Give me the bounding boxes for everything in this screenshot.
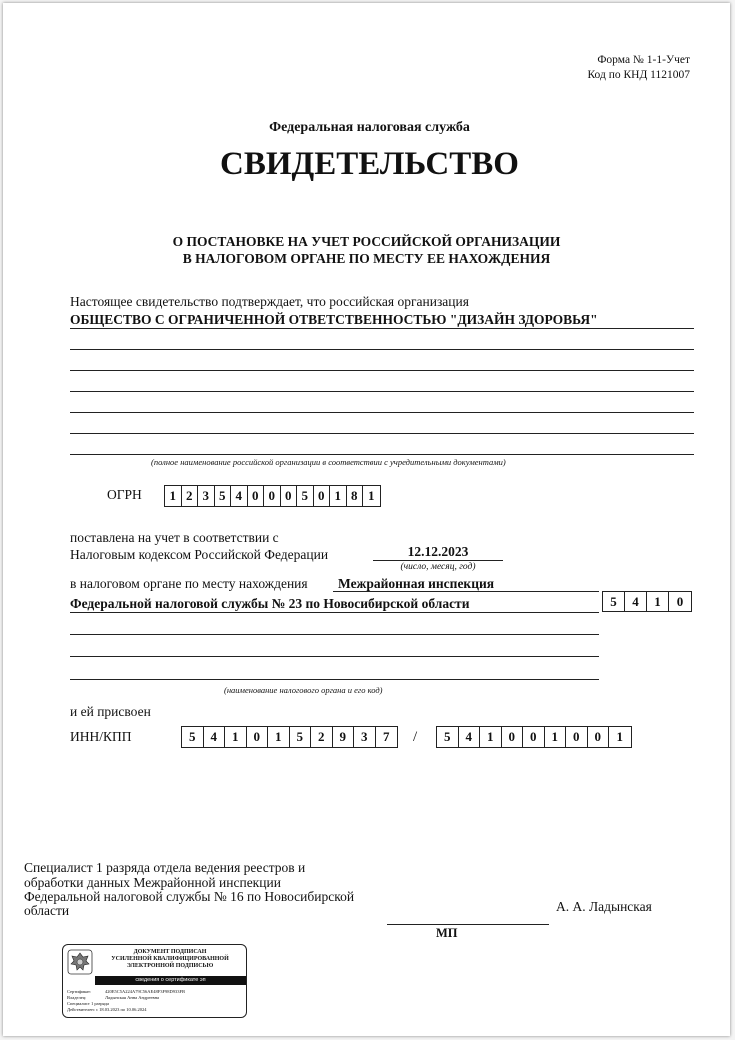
authority-line-2 [70,612,599,613]
signatory-position-2: обработки данных Межрайонной инспекции [24,875,281,890]
organization-name-caption: (полное наименование российской организации в соответствии с учредительными документами) [151,457,506,467]
form-number: Форма № 1-1-Учет [597,54,690,66]
date-line [373,560,503,561]
position-value: Специалист 1 разряда [67,1001,110,1006]
owner-value: Ладынская Анна Андреевна [105,995,159,1000]
ogrn-digit: 4 [231,486,248,506]
stamp-row-valid [67,1007,147,1012]
ogrn-digit: 1 [368,488,375,503]
stamp-heading-3: ЭЛЕКТРОННОЙ ПОДПИСЬЮ [126,963,214,969]
registration-line-2: Налоговым кодексом Российской Федерации [70,547,329,562]
ogrn-digit: 0 [248,486,265,506]
kpp-digit: 0 [588,727,610,747]
stamp-row-certificate [67,989,185,994]
kpp-digit: 1 [616,729,623,744]
ogrn-digit: 8 [347,486,364,506]
registration-line-1: поставлена на учет в соответствии с [70,530,279,545]
kpp-digit: 5 [437,727,459,747]
inn-kpp-separator: / [413,729,418,745]
electronic-signature-stamp [62,944,247,1018]
ogrn-digit: 0 [281,486,298,506]
inn-digit: 4 [204,727,226,747]
document-subtitle-1: О ПОСТАНОВКЕ НА УЧЕТ РОССИЙСКОЙ ОРГАНИЗАЦИИ [172,234,561,249]
inn-digit: 1 [268,727,290,747]
ogrn-digit: 1 [330,486,347,506]
agency-name: Федеральная налоговая служба [269,120,470,135]
stamp-heading [95,949,245,970]
org-line-4 [70,391,694,392]
org-line-5 [70,412,694,413]
stamp-heading-1: ДОКУМЕНТ ПОДПИСАН [133,949,207,955]
kpp-digit: 0 [502,727,524,747]
assigned-label: и ей присвоен [70,704,151,719]
authority-line-4 [70,656,599,657]
inn-digit: 3 [354,727,376,747]
stamp-row-owner [67,995,159,1000]
signatory-name: А. А. Ладынская [556,899,652,914]
stamp-heading-2: УСИЛЕННОЙ КВАЛИФИЦИРОВАННОЙ [111,956,229,962]
ogrn-label: ОГРН [107,487,142,502]
signatory-position-4: области [24,903,70,918]
document-title: СВИДЕТЕЛЬСТВО [220,146,519,182]
valid-label: Действителен: [67,1007,95,1012]
ogrn-cells [164,485,381,507]
inn-digit: 5 [182,727,204,747]
org-line-7 [70,454,694,455]
org-line-2 [70,349,694,350]
inn-cells [181,726,398,748]
ogrn-digit: 0 [264,486,281,506]
ogrn-digit: 0 [314,486,331,506]
signatory-position-3: Федеральной налоговой службы № 16 по Новосибирской [24,889,355,904]
kpp-digit: 1 [480,727,502,747]
authority-line-1 [333,591,599,592]
certificate-label: Сертификат: [67,989,92,994]
authority-code-digit: 5 [603,592,625,611]
document-subtitle-2: В НАЛОГОВОМ ОРГАНЕ ПО МЕСТУ ЕЕ НАХОЖДЕНИЯ [182,251,551,266]
authority-code-cells [602,591,692,612]
inn-digit: 1 [225,727,247,747]
org-line-6 [70,433,694,434]
document-page [3,3,730,1036]
authority-caption: (наименование налогового органа и его код) [224,685,383,695]
authority-code-digit: 1 [647,592,669,611]
ogrn-digit: 1 [165,486,182,506]
seal-label: МП [436,926,458,940]
authority-name-part1: Межрайонная инспекция [338,576,495,591]
inn-kpp-label: ИНН/КПП [70,729,132,744]
authority-line-3 [70,634,599,635]
inn-digit: 0 [247,727,269,747]
certificate-value: 420E5C5A224A79C56AE48F3F98D933FB [105,989,186,994]
registration-date: 12.12.2023 [407,544,469,559]
org-line-3 [70,370,694,371]
valid-value: с 18.03.2023 по 10.06.2024 [96,1007,147,1012]
org-line-1 [70,328,694,329]
authority-label: в налоговом органе по месту нахождения [70,576,308,591]
inn-digit: 5 [290,727,312,747]
organization-name: ОБЩЕСТВО С ОГРАНИЧЕННОЙ ОТВЕТСТВЕННОСТЬЮ "ДИЗАЙН ЗДОРОВЬЯ" [70,312,598,327]
inn-digit: 9 [333,727,355,747]
signatory-position-1: Специалист 1 разряда отдела ведения реестров и [24,860,306,875]
stamp-row-position [67,1001,109,1006]
authority-line-5 [70,679,599,680]
ogrn-digit: 3 [198,486,215,506]
stamp-certificate-bar: сведения о сертификате эп [95,976,246,985]
kpp-digit: 0 [566,727,588,747]
kpp-cells [436,726,632,748]
kpp-digit: 1 [545,727,567,747]
authority-code-digit: 4 [625,592,647,611]
authority-name-part2: Федеральной налоговой службы № 23 по Новосибирской области [70,596,470,611]
ogrn-digit: 5 [297,486,314,506]
ogrn-digit: 5 [215,486,232,506]
kpp-digit: 4 [459,727,481,747]
knd-code: Код по КНД 1121007 [587,69,690,81]
date-caption: (число, месяц, год) [400,562,476,572]
owner-label: Владелец: [67,995,87,1000]
kpp-digit: 0 [523,727,545,747]
inn-digit: 2 [311,727,333,747]
inn-digit: 7 [383,729,390,744]
organization-intro: Настоящее свидетельство подтверждает, что российская организация [70,294,469,309]
authority-code-digit: 0 [676,593,684,609]
emblem-icon [67,949,93,975]
ogrn-digit: 2 [182,486,199,506]
signature-line [387,924,549,925]
